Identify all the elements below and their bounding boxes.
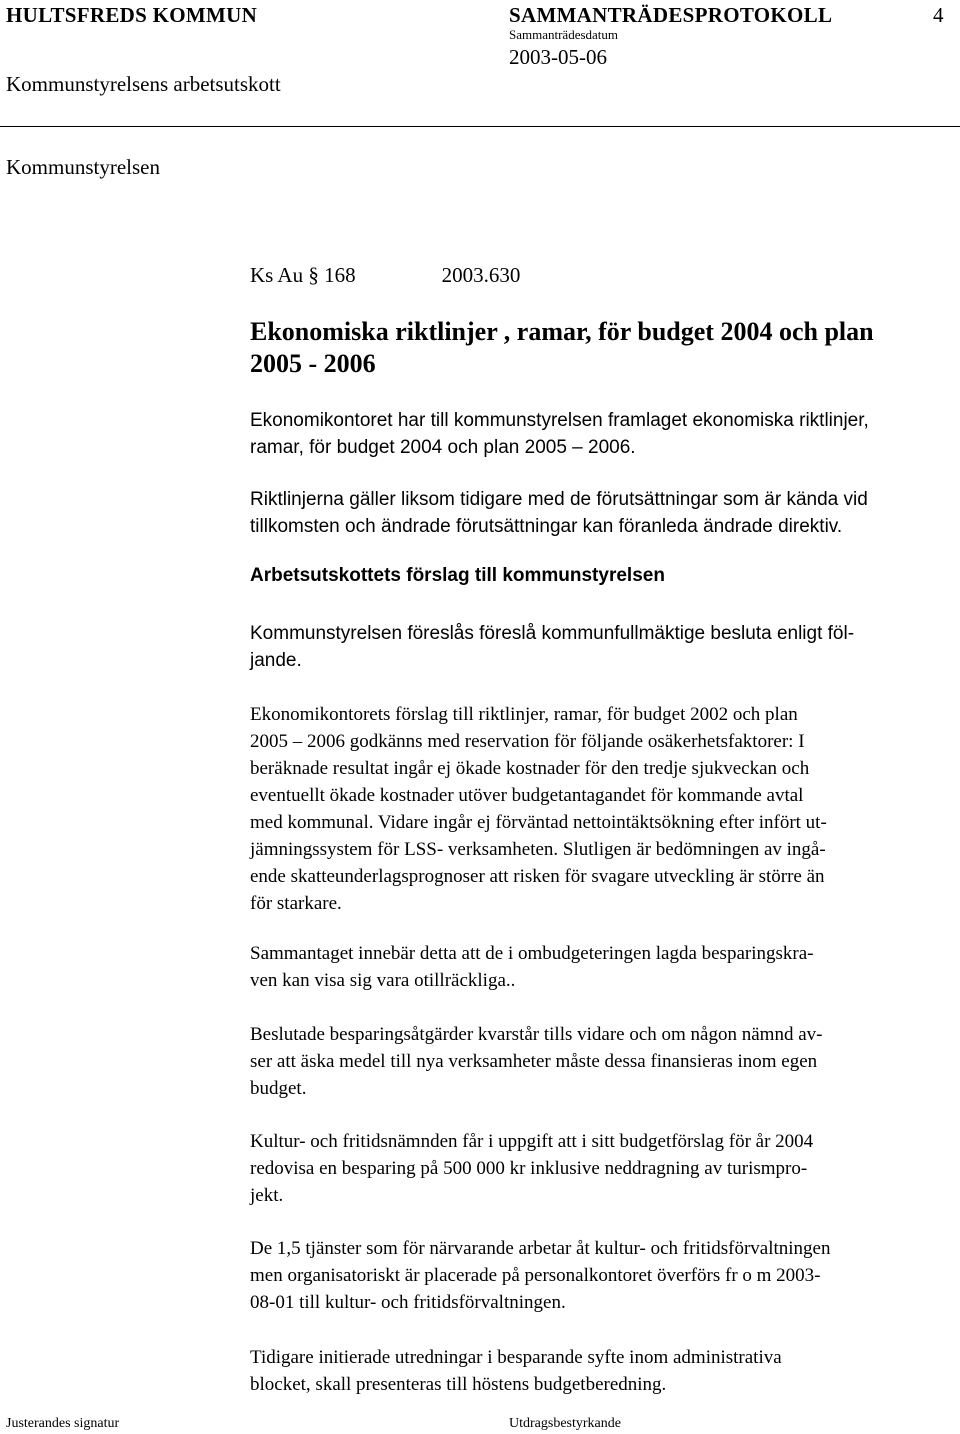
- document-type: SAMMANTRÄDESPROTOKOLL: [509, 3, 833, 27]
- text-line: Riktlinjerna gäller liksom tidigare med de förutsättningar som är kända vid: [250, 489, 868, 510]
- proposal-text: [250, 620, 956, 674]
- text-line: ser att äska medel till nya verksamheter måste dessa finansieras inom egen: [250, 1051, 818, 1072]
- extract-certification-label: Utdragsbestyrkande: [509, 1416, 621, 1431]
- decision-paragraph: [250, 1344, 956, 1398]
- text-line: Ekonomikontoret har till kommunstyrelsen framlaget ekonomiska riktlinjer,: [250, 410, 869, 431]
- text-line: Ekonomikontorets förslag till riktlinjer, ramar, för budget 2002 och plan: [250, 704, 798, 725]
- text-line: ven kan visa sig vara otillräckliga..: [250, 970, 516, 991]
- item-title-line: 2005 - 2006: [250, 349, 376, 378]
- text-line: men organisatoriskt är placerade på personalkontoret överförs fr o m 2003-: [250, 1265, 821, 1286]
- text-line: Kultur- och fritidsnämnden får i uppgift att i sitt budgetförslag för år 2004: [250, 1131, 814, 1152]
- intro-paragraph: [250, 407, 956, 461]
- intro-paragraph: [250, 486, 956, 540]
- text-line: Tidigare initierade utredningar i besparande syfte inom administrativa: [250, 1347, 782, 1368]
- decision-paragraph: [250, 1235, 956, 1316]
- case-reference: [250, 263, 520, 288]
- text-line: för starkare.: [250, 893, 342, 914]
- text-line: beräknade resultat ingår ej ökade kostnader för den tredje sjukveckan och: [250, 758, 810, 779]
- decision-paragraph: [250, 940, 956, 994]
- text-line: jämningssystem för LSS- verksamheten. Slutligen är bedömningen av ingå-: [250, 839, 826, 860]
- text-line: jekt.: [250, 1185, 284, 1206]
- text-line: eventuellt ökade kostnader utöver budgetantagandet för kommande avtal: [250, 785, 804, 806]
- text-line: Sammantaget innebär detta att de i ombudgeteringen lagda besparingskra-: [250, 943, 814, 964]
- committee-name: Kommunstyrelsens arbetsutskott: [6, 72, 281, 96]
- text-line: med kommunal. Vidare ingår ej förväntad nettointäktsökning efter infört ut-: [250, 812, 827, 833]
- text-line: 08-01 till kultur- och fritidsförvaltningen.: [250, 1292, 566, 1313]
- case-number: 2003.630: [441, 263, 521, 287]
- text-line: jande.: [250, 650, 302, 671]
- body-name: Kommunstyrelsen: [6, 155, 160, 179]
- page-number: 4: [933, 3, 944, 27]
- meeting-date-label: Sammanträdesdatum: [509, 27, 619, 42]
- decision-paragraph: [250, 701, 956, 917]
- text-line: Kommunstyrelsen föreslås föreslå kommunfullmäktige besluta enligt föl-: [250, 623, 855, 644]
- text-line: De 1,5 tjänster som för närvarande arbetar åt kultur- och fritidsförvaltningen: [250, 1238, 831, 1259]
- text-line: blocket, skall presenteras till höstens budgetberedning.: [250, 1374, 667, 1395]
- item-title-line: Ekonomiska riktlinjer , ramar, för budget 2004 och plan: [250, 317, 874, 346]
- decision-paragraph: [250, 1021, 956, 1102]
- paragraph-number: Ks Au § 168: [250, 263, 356, 287]
- meeting-date: 2003-05-06: [509, 45, 607, 69]
- text-line: redovisa en besparing på 500 000 kr inklusive neddragning av turismpro-: [250, 1158, 808, 1179]
- text-line: budget.: [250, 1078, 307, 1099]
- text-line: Beslutade besparingsåtgärder kvarstår tills vidare och om någon nämnd av-: [250, 1024, 823, 1045]
- decision-paragraph: [250, 1128, 956, 1209]
- signature-label: Justerandes signatur: [6, 1416, 120, 1431]
- item-title: [250, 316, 950, 380]
- text-line: 2005 – 2006 godkänns med reservation för följande osäkerhetsfaktorer: I: [250, 731, 805, 752]
- proposal-heading: Arbetsutskottets förslag till kommunstyrelsen: [250, 565, 665, 586]
- header-divider: [0, 126, 960, 127]
- text-line: ende skatteunderlagsprognoser att risken för svagare utveckling är större än: [250, 866, 825, 887]
- organization-name: HULTSFREDS KOMMUN: [6, 3, 258, 27]
- text-line: tillkomsten och ändrade förutsättningar kan föranleda ändrade direktiv.: [250, 516, 843, 537]
- text-line: ramar, för budget 2004 och plan 2005 – 2006.: [250, 437, 636, 458]
